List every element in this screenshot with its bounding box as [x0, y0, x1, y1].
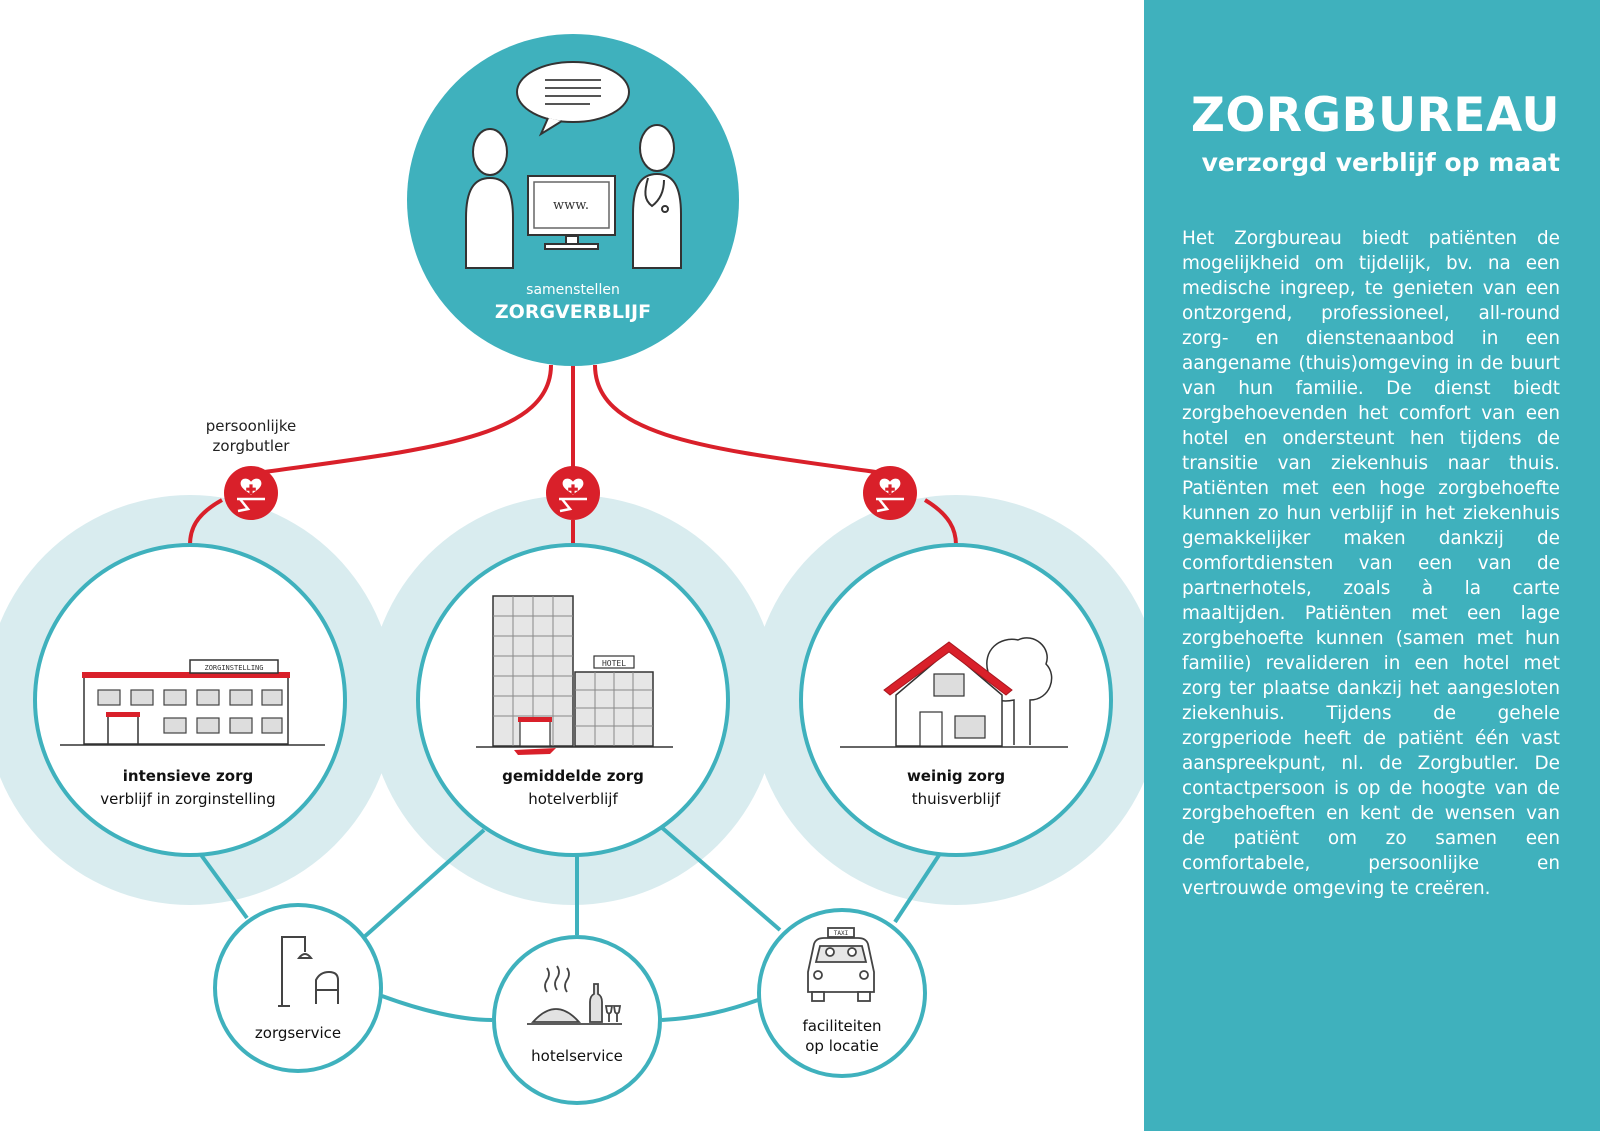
care-node-title: weinig zorg — [906, 767, 1006, 785]
butler-label-line-1: persoonlijke — [205, 417, 297, 435]
service-node-zorgservice — [215, 905, 381, 1071]
panel-title: ZORGBUREAU — [1190, 88, 1560, 143]
butler-badge-2 — [546, 466, 600, 520]
panel-subtitle: verzorgd verblijf op maat — [1201, 148, 1560, 177]
hotel-sign: HOTEL — [601, 659, 627, 668]
service-label-line-2: op locatie — [805, 1037, 879, 1055]
butler-label-line-2: zorgbutler — [212, 437, 290, 455]
service-label: hotelservice — [531, 1047, 623, 1065]
monitor-www-text: www. — [553, 198, 589, 213]
care-node-title: intensieve zorg — [122, 767, 254, 785]
care-facility-sign: ZORGINSTELLING — [204, 664, 264, 672]
care-node-subtitle: thuisverblijf — [911, 790, 1001, 808]
service-node-faciliteiten — [759, 910, 925, 1076]
service-node-hotelservice — [494, 937, 660, 1103]
care-node-subtitle: verblijf in zorginstelling — [100, 790, 276, 808]
butler-badge-1 — [224, 466, 278, 520]
top-node-label-small: samenstellen — [526, 282, 620, 298]
service-label: zorgservice — [254, 1024, 342, 1042]
care-node-weinig-zorg — [801, 545, 1111, 855]
care-node-title: gemiddelde zorg — [502, 767, 644, 785]
service-label-line-1: faciliteiten — [802, 1017, 882, 1035]
taxi-sign: TAXI — [833, 930, 849, 937]
top-node-label-big: ZORGVERBLIJF — [494, 301, 652, 323]
doctor-icon — [633, 125, 681, 268]
info-panel — [1144, 0, 1600, 1131]
taxi-icon — [808, 928, 874, 1001]
care-node-intensieve-zorg — [35, 545, 345, 855]
panel-body-text: Het Zorgbureau biedt patiënten de mogelijkheid om tijdelijk, bv. na een medische ingreep, te genieten van een ontzorgend, professioneel, all-round zorg- en dienstenaanbod in een aangename (thuis)omgeving in de buurt van hun familie. De dienst biedt zorgbehoevenden het comfort van een hotel en ondersteunt hen tijdens de transitie van ziekenhuis naar thuis. Patiënten met een hoge zorgbehoefte kunnen zo hun verblijf in het ziekenhuis gemakkelijker maken dankzij de comfortdiensten van een van de partnerhotels, zoals à la carte maaltijden. Patiënten met een lage zorgbehoefte kunnen (samen met hun familie) revalideren in een hotel met zorg ter plaatse dankzij het aangesloten ziekenhuis. Tijdens de gehele zorgperiode heeft de patiënt één vast aanspreekpunt, nl. de Zorgbutler. De contactpersoon is op de hoogte van de zorgbehoeften en kent de wensen van de patiënt om zo samen een comfortabele, persoonlijke en vertrouwde omgeving te creëren. — [1182, 228, 1560, 899]
care-node-gemiddelde-zorg — [418, 545, 728, 855]
patient-icon — [466, 129, 513, 268]
care-node-subtitle: hotelverblijf — [528, 790, 618, 808]
top-node-zorgverblijf — [407, 34, 739, 366]
butler-badge-3 — [863, 466, 917, 520]
care-facility-icon — [60, 660, 325, 745]
